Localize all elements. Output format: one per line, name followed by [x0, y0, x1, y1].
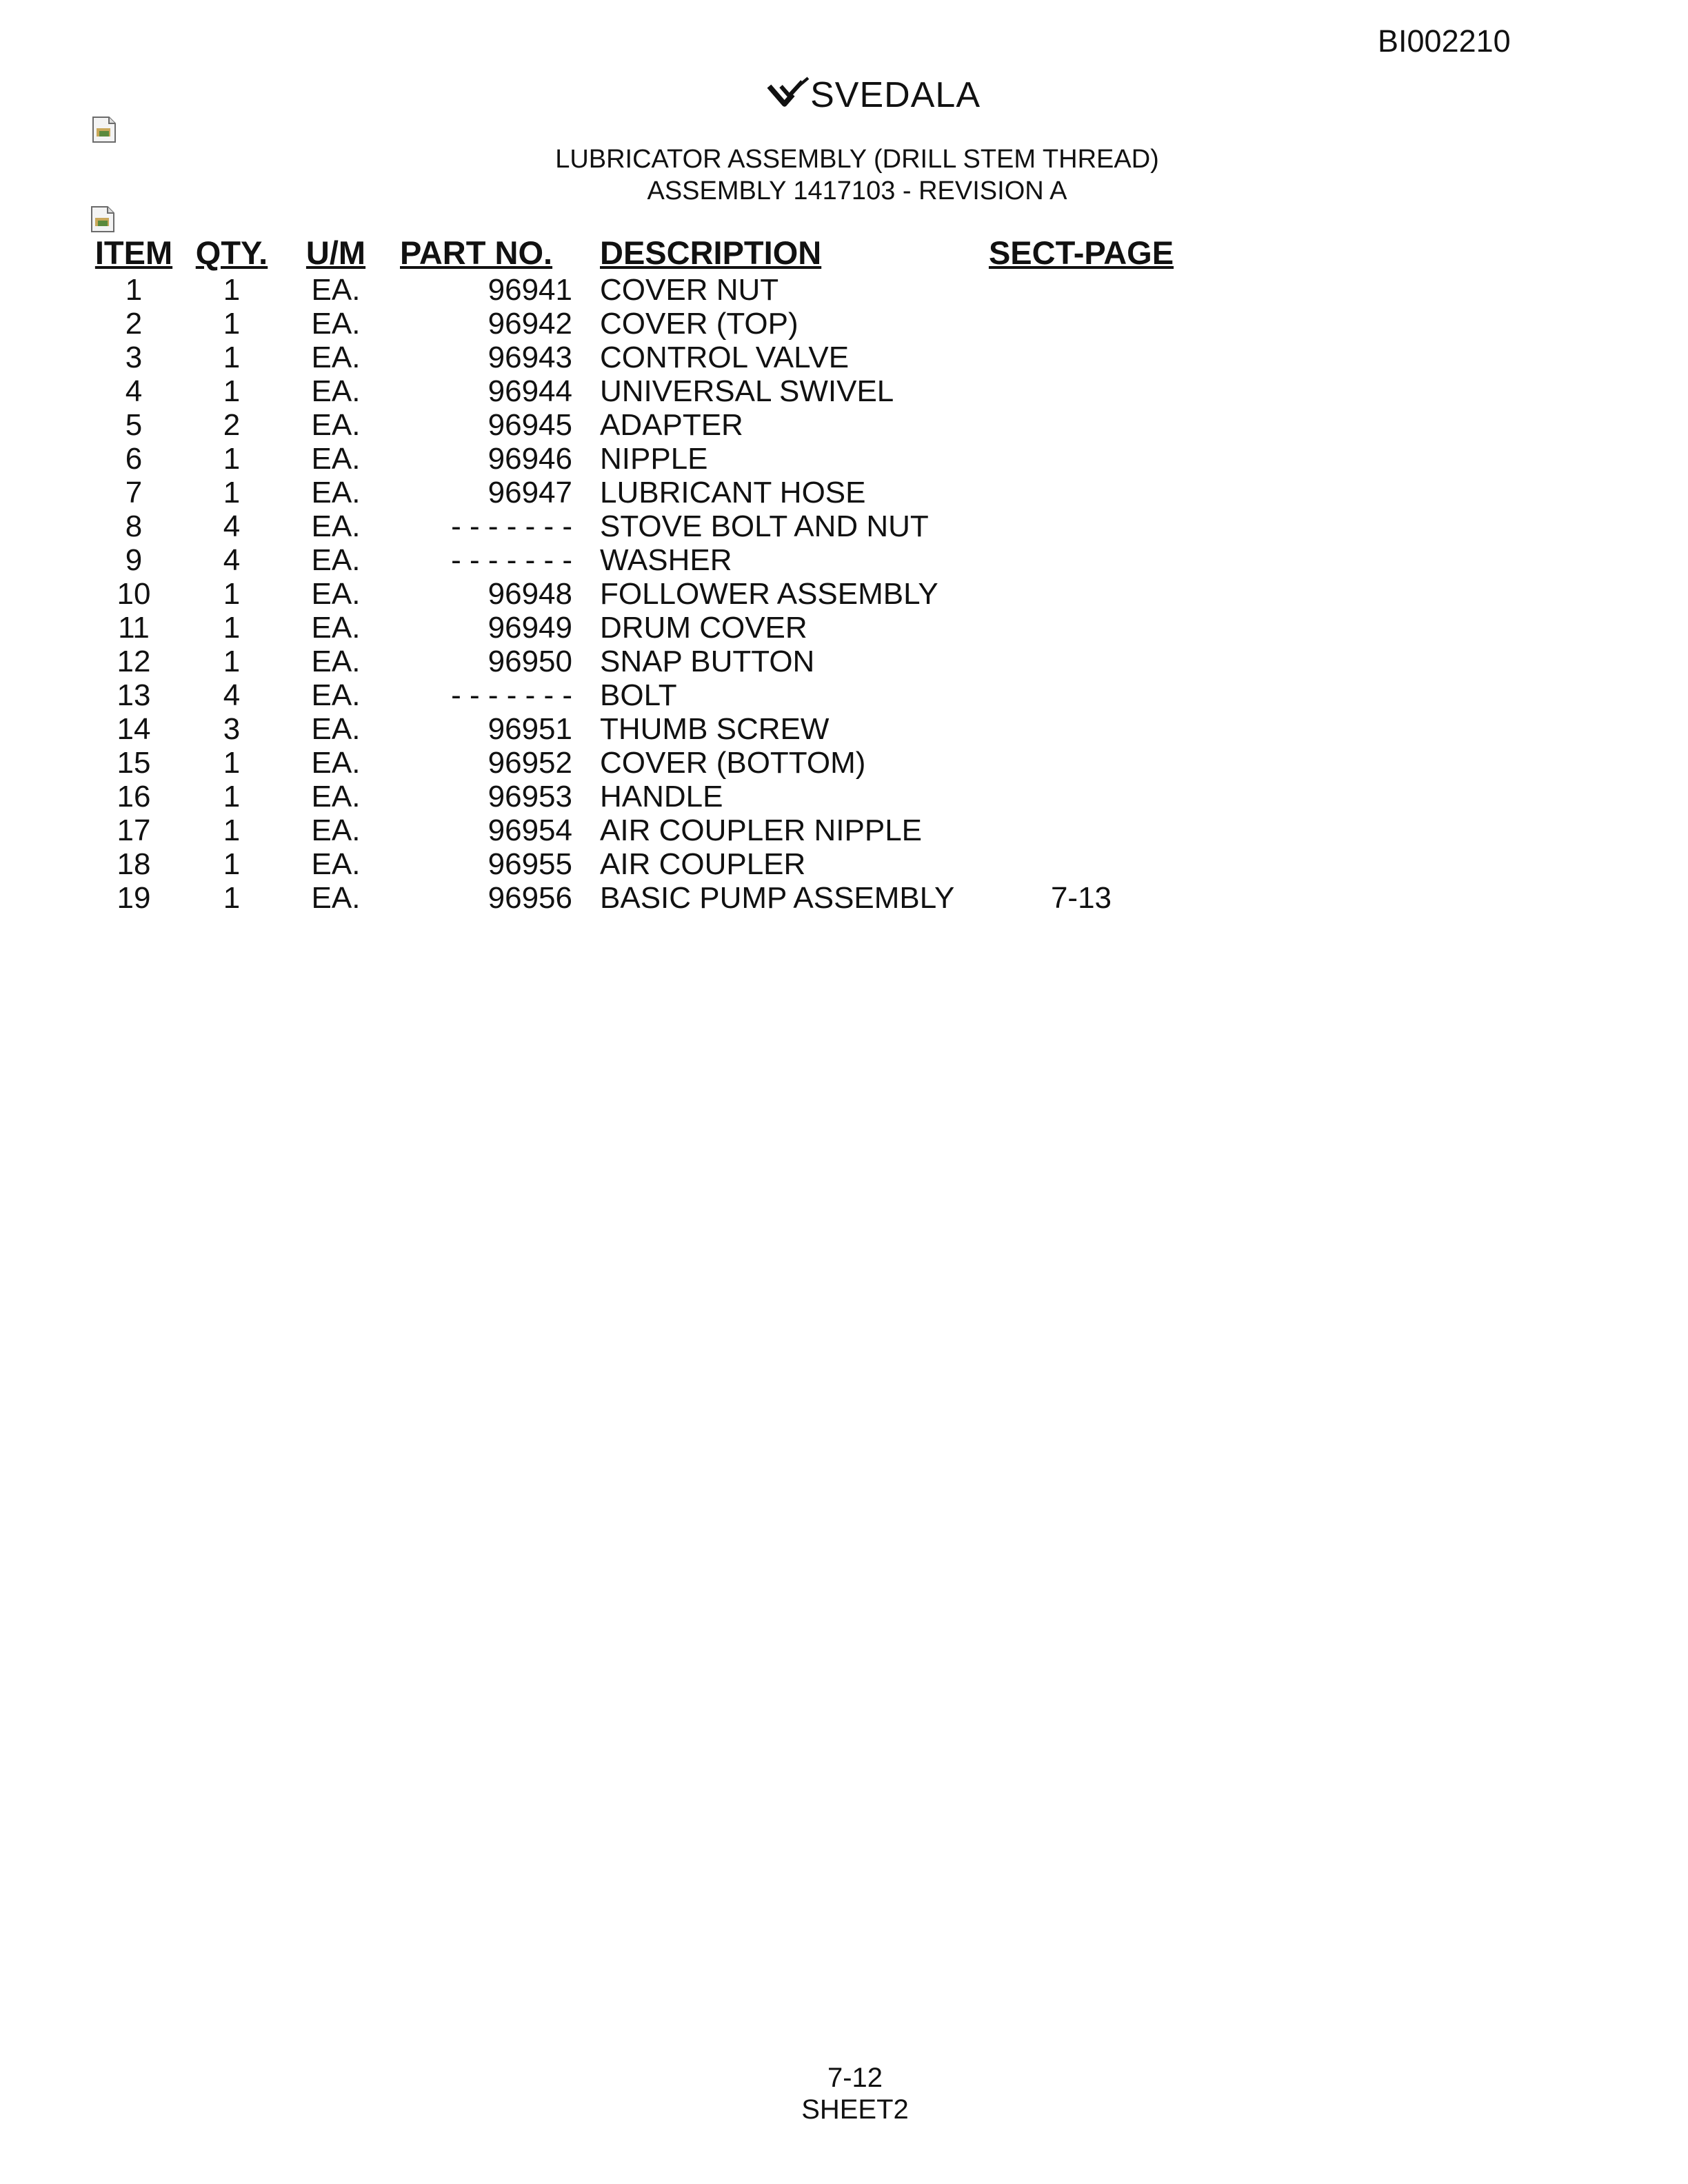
cell-part-no: - - - - - - -: [451, 543, 572, 577]
cell-item: 16: [117, 780, 151, 813]
cell-um: EA.: [311, 509, 361, 543]
cell-description: CONTROL VALVE: [600, 341, 850, 374]
cell-description: AIR COUPLER NIPPLE: [600, 813, 923, 847]
cell-um: EA.: [311, 746, 361, 780]
cell-item: 15: [117, 746, 151, 780]
cell-qty: 1: [223, 847, 241, 881]
cell-sect-page: [983, 611, 1179, 645]
sheet-label: SHEET2: [801, 2094, 909, 2125]
cell-qty: 1: [223, 746, 241, 780]
cell-qty: 4: [223, 509, 241, 543]
cell-part-no: 96942: [488, 307, 572, 341]
cell-description: AIR COUPLER: [600, 847, 806, 881]
table-row: [90, 813, 1179, 847]
cell-part-no: - - - - - - -: [451, 678, 572, 712]
table-row: [90, 476, 1179, 509]
table-row: [90, 408, 1179, 442]
cell-part-no: 96954: [488, 813, 572, 847]
cell-item: 3: [125, 341, 143, 374]
cell-part-no: 96946: [488, 442, 572, 476]
cell-part-no: 96953: [488, 780, 572, 813]
cell-part-no: 96945: [488, 408, 572, 442]
cell-part-no: 96952: [488, 746, 572, 780]
cell-description: COVER (TOP): [600, 307, 798, 341]
table-row: [90, 881, 1179, 915]
cell-qty: 1: [223, 577, 241, 611]
column-header-part-no: PART NO.: [400, 234, 553, 271]
cell-qty: 1: [223, 645, 241, 678]
cell-qty: 2: [223, 408, 241, 442]
cell-item: 10: [117, 577, 151, 611]
table-row: [90, 780, 1179, 813]
table-row: [90, 645, 1179, 678]
cell-um: EA.: [311, 307, 361, 341]
column-header-um: U/M: [305, 234, 366, 271]
cell-um: EA.: [311, 712, 361, 746]
cell-item: 6: [125, 442, 143, 476]
cell-description: LUBRICANT HOSE: [600, 476, 866, 509]
cell-item: 5: [125, 408, 143, 442]
cell-um: EA.: [311, 611, 361, 645]
cell-description: BASIC PUMP ASSEMBLY: [600, 881, 955, 915]
table-row: [90, 307, 1179, 341]
document-id: BI002210: [1378, 23, 1511, 59]
table-row: [90, 611, 1179, 645]
cell-um: EA.: [311, 374, 361, 408]
cell-sect-page: [983, 847, 1179, 881]
document-subtitle: ASSEMBLY 1417103 - REVISION A: [647, 176, 1067, 205]
cell-item: 7: [125, 476, 143, 509]
cell-um: EA.: [311, 476, 361, 509]
cell-part-no: 96947: [488, 476, 572, 509]
cell-qty: 1: [223, 881, 241, 915]
cell-part-no: 96956: [488, 881, 572, 915]
cell-qty: 1: [223, 341, 241, 374]
cell-item: 9: [125, 543, 143, 577]
cell-description: UNIVERSAL SWIVEL: [600, 374, 894, 408]
table-row: [90, 847, 1179, 881]
cell-qty: 1: [223, 374, 241, 408]
cell-qty: 1: [223, 307, 241, 341]
svedala-logo: [767, 74, 981, 116]
table-row: [90, 374, 1179, 408]
cell-um: EA.: [311, 678, 361, 712]
table-header-row: [90, 233, 1179, 273]
cell-qty: 1: [223, 442, 241, 476]
cell-qty: 1: [223, 273, 241, 307]
cell-sect-page: [983, 408, 1179, 442]
cell-um: EA.: [311, 273, 361, 307]
cell-part-no: 96948: [488, 577, 572, 611]
cell-sect-page: [983, 341, 1179, 374]
cell-description: WASHER: [600, 543, 732, 577]
cell-part-no: 96944: [488, 374, 572, 408]
cell-part-no: 96951: [488, 712, 572, 746]
cell-description: NIPPLE: [600, 442, 708, 476]
cell-sect-page: [983, 678, 1179, 712]
file-icon[interactable]: [90, 205, 116, 233]
cell-item: 1: [125, 273, 143, 307]
cell-um: EA.: [311, 442, 361, 476]
cell-part-no: - - - - - - -: [451, 509, 572, 543]
table-row: [90, 543, 1179, 577]
table-row: [90, 712, 1179, 746]
cell-description: DRUM COVER: [600, 611, 807, 645]
document-title: LUBRICATOR ASSEMBLY (DRILL STEM THREAD): [555, 145, 1159, 174]
cell-item: 2: [125, 307, 143, 341]
column-header-qty: QTY.: [195, 234, 268, 271]
cell-description: COVER NUT: [600, 273, 779, 307]
cell-sect-page: [983, 442, 1179, 476]
cell-qty: 4: [223, 678, 241, 712]
cell-description: HANDLE: [600, 780, 723, 813]
cell-um: EA.: [311, 847, 361, 881]
cell-description: BOLT: [600, 678, 677, 712]
cell-um: EA.: [311, 813, 361, 847]
cell-sect-page: [983, 476, 1179, 509]
cell-part-no: 96950: [488, 645, 572, 678]
cell-part-no: 96955: [488, 847, 572, 881]
cell-sect-page: [983, 645, 1179, 678]
cell-item: 19: [117, 881, 151, 915]
cell-item: 14: [117, 712, 151, 746]
table-row: [90, 273, 1179, 307]
cell-um: EA.: [311, 780, 361, 813]
cell-sect-page: [983, 780, 1179, 813]
parts-table: [90, 233, 1179, 915]
brand-name: SVEDALA: [810, 75, 981, 115]
cell-sect-page: [983, 746, 1179, 780]
cell-qty: 1: [223, 813, 241, 847]
table-row: [90, 442, 1179, 476]
cell-item: 4: [125, 374, 143, 408]
table-row: [90, 509, 1179, 543]
table-row: [90, 678, 1179, 712]
cell-item: 11: [118, 611, 150, 645]
cell-item: 18: [117, 847, 151, 881]
cell-sect-page: [983, 577, 1179, 611]
svedala-logo-icon: [767, 75, 812, 115]
cell-description: FOLLOWER ASSEMBLY: [600, 577, 938, 611]
cell-part-no: 96941: [488, 273, 572, 307]
column-header-item: ITEM: [94, 234, 173, 271]
cell-qty: 4: [223, 543, 241, 577]
cell-um: EA.: [311, 645, 361, 678]
cell-um: EA.: [311, 341, 361, 374]
cell-sect-page: [983, 712, 1179, 746]
cell-description: THUMB SCREW: [600, 712, 830, 746]
cell-item: 8: [125, 509, 143, 543]
cell-um: EA.: [311, 881, 361, 915]
page-number: 7-12: [827, 2063, 883, 2093]
cell-qty: 3: [223, 712, 241, 746]
column-header-sect-page: SECT-PAGE: [988, 234, 1174, 271]
cell-sect-page: [983, 543, 1179, 577]
cell-sect-page: 7-13: [1050, 881, 1112, 915]
cell-item: 17: [117, 813, 151, 847]
table-row: [90, 577, 1179, 611]
cell-item: 12: [117, 645, 151, 678]
cell-item: 13: [117, 678, 151, 712]
table-row: [90, 341, 1179, 374]
cell-sect-page: [983, 307, 1179, 341]
cell-qty: 1: [223, 780, 241, 813]
cell-sect-page: [983, 509, 1179, 543]
cell-um: EA.: [311, 577, 361, 611]
cell-qty: 1: [223, 611, 241, 645]
cell-part-no: 96949: [488, 611, 572, 645]
cell-description: STOVE BOLT AND NUT: [600, 509, 929, 543]
cell-description: COVER (BOTTOM): [600, 746, 866, 780]
cell-um: EA.: [311, 543, 361, 577]
table-row: [90, 746, 1179, 780]
column-header-description: DESCRIPTION: [600, 234, 822, 271]
cell-description: ADAPTER: [600, 408, 743, 442]
cell-sect-page: [983, 273, 1179, 307]
cell-description: SNAP BUTTON: [600, 645, 815, 678]
cell-sect-page: [983, 813, 1179, 847]
cell-um: EA.: [311, 408, 361, 442]
cell-sect-page: [983, 374, 1179, 408]
file-icon[interactable]: [91, 116, 117, 143]
cell-qty: 1: [223, 476, 241, 509]
cell-part-no: 96943: [488, 341, 572, 374]
